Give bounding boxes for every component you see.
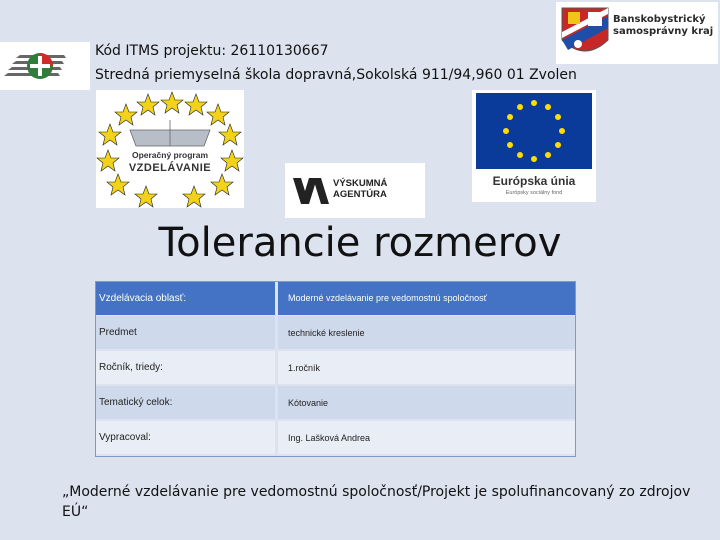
op-stars-icon <box>96 90 244 208</box>
agency-name <box>333 178 387 200</box>
table-cell-label: Vypracoval: <box>95 421 275 454</box>
region-logo-text <box>613 14 713 38</box>
region-name-line1: Banskobystrický <box>613 14 706 25</box>
eu-flag-icon <box>476 93 592 169</box>
project-code-line: Kód ITMS projektu: 26110130667 <box>95 43 329 59</box>
page-title: Tolerancie rozmerov <box>158 220 562 266</box>
eu-title: Európska únia <box>492 174 576 188</box>
op-program-label: Operačný program <box>131 150 209 160</box>
table-row <box>95 421 576 456</box>
eu-stars-icon <box>476 93 592 169</box>
info-table <box>95 281 576 457</box>
region-name-line2: samosprávny kraj <box>613 26 714 37</box>
table-cell-value: technické kreslenie <box>278 316 576 349</box>
region-logo <box>556 2 718 64</box>
school-emblem-icon <box>0 42 90 90</box>
school-logo <box>0 42 90 90</box>
footer-funding-note: „Moderné vzdelávanie pre vedomostnú spoločnosť/Projekt je spolufinancovaný zo zdrojov EÚ“ <box>62 484 691 520</box>
eu-logo <box>472 90 596 202</box>
agency-name-line1: VÝSKUMNÁ <box>333 178 388 189</box>
op-vzdelavanie-label: VZDELÁVANIE <box>128 162 212 174</box>
research-agency-logo <box>285 163 425 218</box>
table-cell-label: Predmet <box>95 316 275 349</box>
table-cell-value: Moderné vzdelávanie pre vedomostnú spoločnosť <box>278 281 576 315</box>
table-cell-label: Ročník, triedy: <box>95 351 275 384</box>
region-coat-of-arms-icon <box>558 4 612 62</box>
table-cell-label: Tematický celok: <box>95 386 275 419</box>
table-cell-value: Kótovanie <box>278 386 576 419</box>
table-row <box>95 281 576 316</box>
op-vzdelavanie-logo <box>96 90 244 208</box>
table-row <box>95 351 576 386</box>
table-cell-value: 1.ročník <box>278 351 576 384</box>
school-address-line: Stredná priemyselná škola dopravná,Sokolská 911/94,960 01 Zvolen <box>95 67 577 83</box>
table-cell-value: Ing. Lašková Andrea <box>278 421 576 454</box>
agency-name-line2: AGENTÚRA <box>333 189 387 200</box>
eu-subtitle: Európsky sociálny fond <box>505 190 563 196</box>
agency-mark-icon <box>291 176 331 206</box>
table-row <box>95 316 576 351</box>
table-row <box>95 386 576 421</box>
table-cell-label: Vzdelávacia oblasť: <box>95 281 275 315</box>
